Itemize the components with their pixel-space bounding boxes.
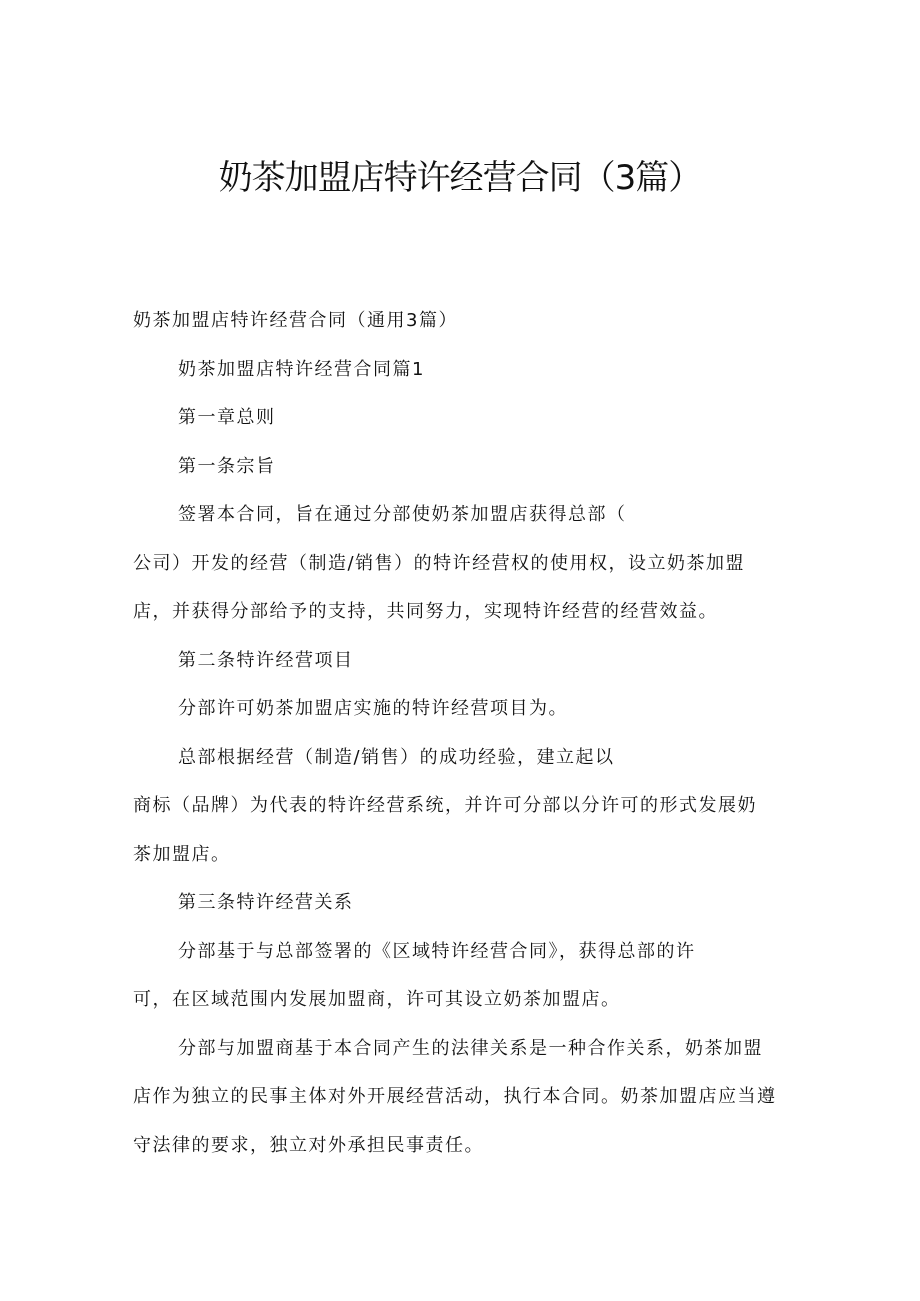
paragraph-line: 店，并获得分部给予的支持，共同努力，实现特许经营的经营效益。: [133, 601, 718, 622]
paragraph-line: 商标（品牌）为代表的特许经营系统，并许可分部以分许可的形式发展奶: [133, 795, 757, 816]
paragraph-line: 可，在区域范围内发展加盟商，许可其设立奶茶加盟店。: [133, 989, 621, 1010]
paragraph-line: 守法律的要求，独立对外承担民事责任。: [133, 1135, 484, 1156]
paragraph-line: 分部与加盟商基于本合同产生的法律关系是一种合作关系，奶茶加盟: [178, 1038, 763, 1059]
article-heading: 第一条宗旨: [178, 456, 276, 477]
document-title: 奶茶加盟店特许经营合同（3篇）: [218, 158, 702, 198]
article-heading: 第三条特许经营关系: [178, 892, 354, 913]
paragraph-line: 签署本合同，旨在通过分部使奶茶加盟店获得总部（: [178, 504, 627, 525]
paragraph-line: 分部基于与总部签署的《区域特许经营合同》，获得总部的许: [178, 941, 696, 962]
paragraph-line: 店作为独立的民事主体对外开展经营活动，执行本合同。奶茶加盟店应当遵: [133, 1086, 777, 1107]
chapter-heading: 第一章总则: [178, 407, 276, 428]
section-heading: 奶茶加盟店特许经营合同篇1: [178, 359, 425, 380]
paragraph-line: 公司）开发的经营（制造/销售）的特许经营权的使用权，设立奶茶加盟: [133, 553, 746, 574]
subtitle-line: 奶茶加盟店特许经营合同（通用3篇）: [133, 310, 458, 331]
paragraph-line: 总部根据经营（制造/销售）的成功经验，建立起以: [178, 747, 615, 768]
paragraph-line: 茶加盟店。: [133, 844, 231, 865]
article-heading: 第二条特许经营项目: [178, 650, 354, 671]
paragraph-line: 分部许可奶茶加盟店实施的特许经营项目为。: [178, 698, 568, 719]
